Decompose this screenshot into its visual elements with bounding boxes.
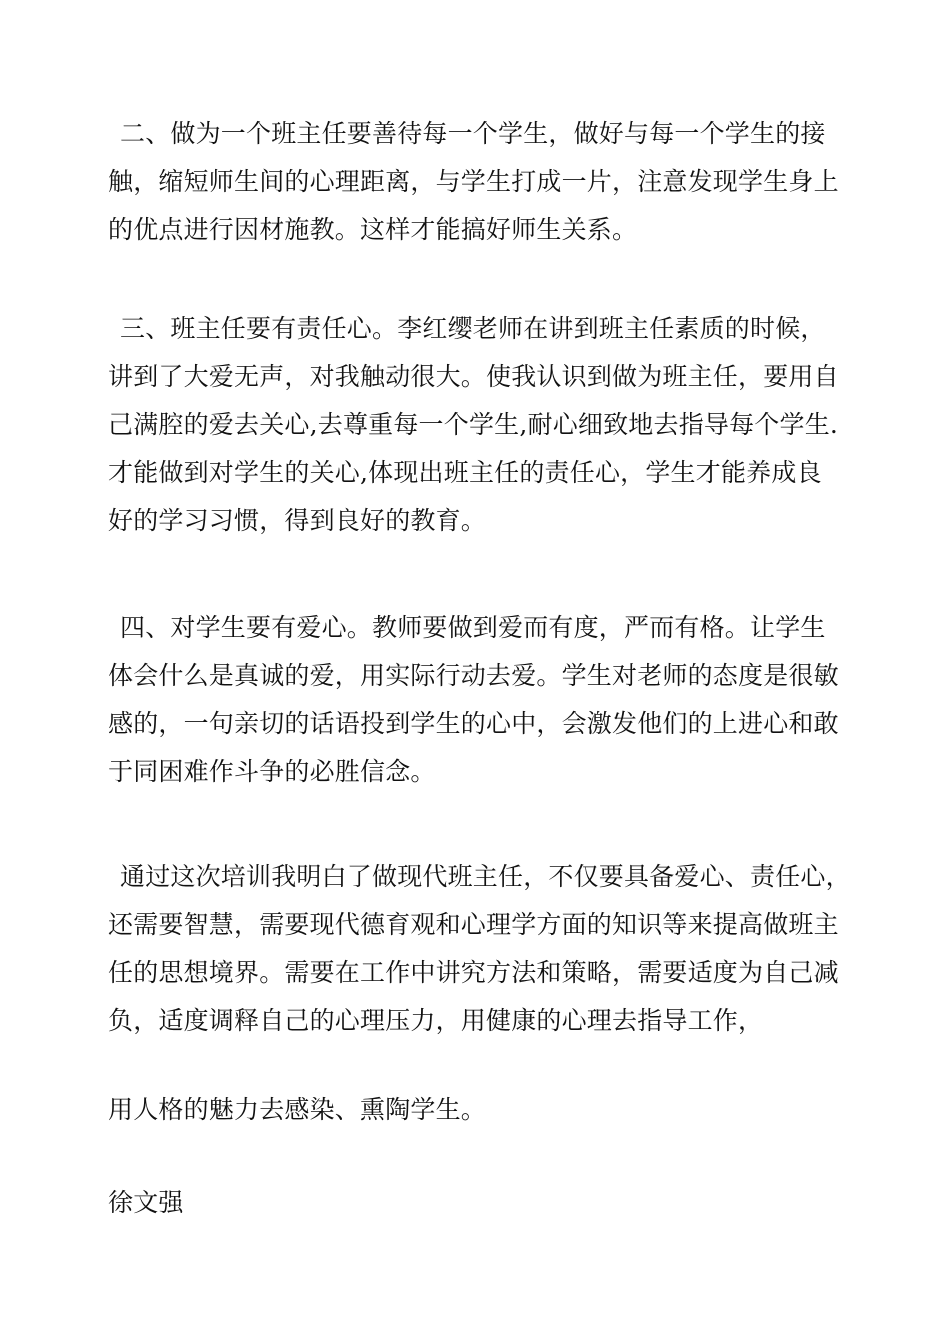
paragraph-line: 任的思想境界。需要在工作中讲究方法和策略，需要适度为自己减 [108, 958, 839, 987]
paragraph-line: 负，适度调释自己的心理压力，用健康的心理去指导工作， [108, 1006, 764, 1035]
paragraph-line: 体会什么是真诚的爱，用实际行动去爱。学生对老师的态度是很敏 [108, 661, 839, 690]
paragraph-line: 己满腔的爱去关心,去尊重每一个学生,耐心细致地去指导每个学生. [108, 410, 839, 439]
paragraph-line: 用人格的魅力去感染、熏陶学生。 [108, 1095, 487, 1124]
paragraph-line: 三、班主任要有责任心。李红缨老师在讲到班主任素质的时候， [120, 314, 826, 343]
paragraph-responsibility [108, 305, 868, 545]
paragraph-line: 的优点进行因材施教。这样才能搞好师生关系。 [108, 215, 638, 244]
paragraph-line: 二、做为一个班主任要善待每一个学生，做好与每一个学生的接 [120, 119, 826, 148]
signature-name: 徐文强 [108, 1188, 184, 1217]
paragraph-line: 四、对学生要有爱心。教师要做到爱而有度，严而有格。让学生 [120, 613, 826, 642]
paragraph-line: 于同困难作斗争的必胜信念。 [108, 757, 436, 786]
paragraph-class-teacher-relations [108, 110, 868, 254]
paragraph-line: 通过这次培训我明白了做现代班主任，不仅要具备爱心、责任心， [120, 862, 851, 891]
paragraph-caring [108, 604, 868, 796]
paragraph-line: 触，缩短师生间的心理距离，与学生打成一片，注意发现学生身上 [108, 167, 839, 196]
paragraph-line: 好的学习习惯，得到良好的教育。 [108, 506, 487, 535]
paragraph-line: 还需要智慧，需要现代德育观和心理学方面的知识等来提高做班主 [108, 910, 839, 939]
paragraph-line: 感的，一句亲切的话语投到学生的心中，会激发他们的上进心和敢 [108, 709, 839, 738]
paragraph-line: 才能做到对学生的关心,体现出班主任的责任心，学生才能养成良 [108, 458, 822, 487]
paragraph-closing-line [108, 1086, 868, 1134]
paragraph-conclusion [108, 853, 868, 1045]
paragraph-line: 讲到了大爱无声，对我触动很大。使我认识到做为班主任，要用自 [108, 362, 839, 391]
author-signature [108, 1179, 868, 1227]
